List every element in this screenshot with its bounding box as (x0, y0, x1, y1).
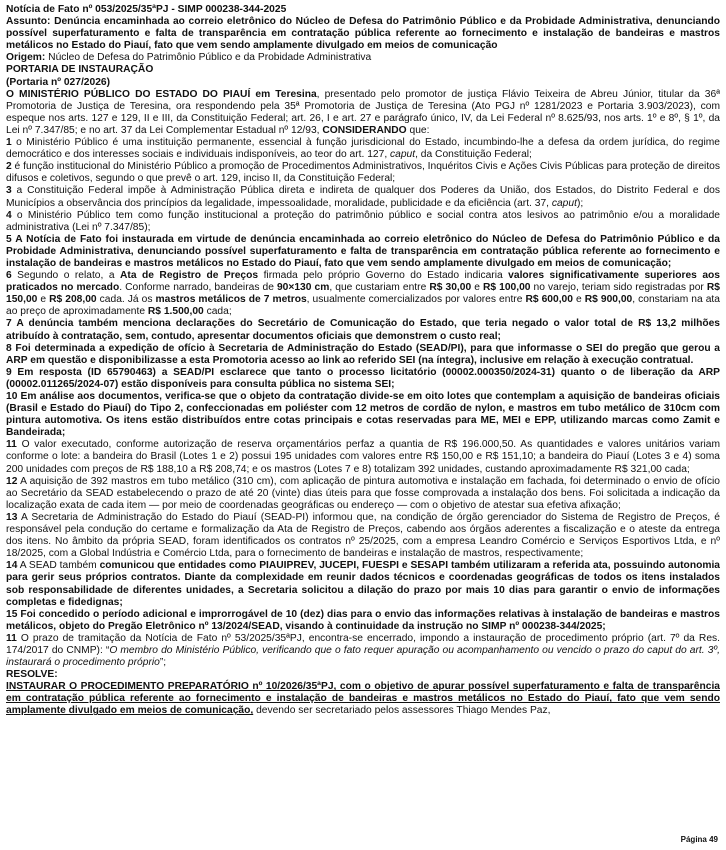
item-1: 1 o Ministério Público é uma instituição permanente, essencial à função jurisdicional do Estado, incumbindo-lhe a defesa da ordem jurídica, do regime democrático e dos interesses sociais e individuais indisponíveis, ao teor do art. 127, caput, da Constituição Federal; (6, 137, 720, 161)
item-15: 15 Foi concedido o período adicional e improrrogável de 10 (dez) dias para o envio das informações relativas à instalação de bandeiras e mastros metálicos, objeto do Pregão Eletrônico nº 13/2024/SEAD, visando à continuidade da instrução no SIMP nº 000238-344/2025; (6, 608, 720, 632)
item-10: 10 Em análise aos documentos, verifica-se que o objeto da contratação divide-se em oito lotes que contemplam a aquisição de bandeiras oficiais (Brasil e Estado do Piauí) do Tipo 2, confeccionadas em poliéster com 12 metros de cordão de nylon, e mastros em tubo metálico de 310cm com pintura automotiva. Os itens estão distribuídos entre cotas principais e cotas reservadas para ME, MEI e EPP, utilizando marcas como Zamit e Bandeirada; (6, 391, 720, 439)
item-8: 8 Foi determinada a expedição de ofício à Secretaria de Administração do Estado (SEAD/PI), para que informasse o SEI do pregão que gerou a ARP em questão e disponibilizasse a esta Promotoria acesso ao link ao referido SEI (na íntegra), inclusive em relação à execução contratual. (6, 342, 720, 366)
intro-paragraph: O MINISTÉRIO PÚBLICO DO ESTADO DO PIAUÍ em Teresina, presentado pelo promotor de justiça Flávio Teixeira de Abreu Júnior, titular da 36ª Promotoria de Justiça de Teresina, ora respondendo pela 35ª Promotoria de Justiça de Teresina (Ato PGJ nº 1281/2023 e Portaria 3.903/2023), com espeque nos arts. 127 e 129, II e III, da Constituição Federal; art. 26, I e art. 27 e parágrafo único, IV, da Lei Federal nº 8.625/93, nos arts. 1º e 8º, § 1º, da Lei nº 7.347/85; e no art. 37 da Lei Complementar Estadual nº 12/93, CONSIDERANDO que: (6, 88, 720, 136)
portaria-number: (Portaria nº 027/2026) (6, 76, 111, 88)
page-number: Página 49 (680, 835, 718, 844)
item-5: 5 A Notícia de Fato foi instaurada em virtude de denúncia encaminhada ao correio eletrônico do Núcleo de Defesa do Patrimônio Público e da Probidade Administrativa, denunciando possível superfaturamento e falta de transparência em contratação pública referente ao fornecimento e instalação de bandeiras e mastros metálicos no Estado do Piauí, fato que vem sendo amplamente divulgado em meios de comunicação; (6, 233, 720, 269)
item-7: 7 A denúncia também menciona declarações do Secretário de Comunicação do Estado, que teria negado o valor total de R$ 13,2 milhões atribuído à contratação, sem, contudo, apresentar documentos oficiais que demonstrem o custo real; (6, 318, 720, 342)
item-6: 6 Segundo o relato, a Ata de Registro de Preços firmada pelo próprio Governo do Estado indicaria valores significativamente superiores aos praticados no mercado. Conforme narrado, bandeiras de 90×130 cm, que custariam entre R$ 30,00 e R$ 100,00 no varejo, teriam sido registradas por R$ 150,00 e R$ 208,00 cada. Já os mastros metálicos de 7 metros, usualmente comercializados por valores entre R$ 600,00 e R$ 900,00, constariam na ata ao preço de aproximadamente R$ 1.500,00 cada; (6, 270, 720, 318)
item-11-second: 11 O prazo de tramitação da Notícia de Fato nº 53/2025/35ªPJ, encontra-se encerrado, impondo a instauração de procedimento próprio (art. 7º da Res. 174/2017 do CNMP): “O membro do Ministério Público, verificando que o fato requer apuração ou acompanhamento ou vencido o prazo do caput do art. 3º, instaurará o procedimento próprio”; (6, 632, 720, 669)
subject-paragraph: Assunto: Denúncia encaminhada ao correio eletrônico do Núcleo de Defesa do Patrimônio Público e da Probidade Administrativa, denunciando possível superfaturamento e falta de transparência em contratação pública referente ao fornecimento e instalação de bandeiras e mastros metálicos no Estado do Piauí, fato que vem sendo amplamente divulgado em meios de comunicação (6, 16, 720, 52)
resolve-paragraph: INSTAURAR O PROCEDIMENTO PREPARATÓRIO nº 10/2026/35ªPJ, com o objetivo de apurar possível superfaturamento e falta de transparência em contratação pública referente ao fornecimento e instalação de bandeiras e mastros metálicos no Estado do Piauí, fato que vem sendo amplamente divulgado em meios de comunicação, devendo ser secretariado pelos assessores Thiago Mendes Paz, (6, 681, 720, 717)
item-11: 11 O valor executado, conforme autorização de reserva orçamentários perfaz a quantia de R$ 196.000,50. As quantidades e valores unitários variam conforme o lote: a bandeira do Brasil (Lotes 1 e 2) possui 195 unidades com valores entre R$ 150,00 e R$ 151,10; a bandeira do Piauí (Lotes 3 e 4) soma 200 unidades com preços de R$ 188,10 a R$ 208,74; e os mastros (Lotes 7 e 8) totalizam 392 unidades, custando aproximadamente R$ 321,00 cada; (6, 439, 720, 475)
item-3: 3 a Constituição Federal impõe à Administração Pública direta e indireta de qualquer dos Poderes da União, dos Estados, do Distrito Federal e dos Municípios a observância dos princípios da legalidade, impessoalidade, moralidade, publicidade e da eficiência (art. 37, caput); (6, 185, 720, 209)
item-2: 2 é função institucional do Ministério Público a promoção de Procedimentos Administrativos, Inquéritos Civis e Ações Civis Públicas para proteção de direitos difusos e coletivos, segundo o que prevê o art. 129, inciso II, da Constituição Federal; (6, 161, 720, 185)
resolve-label: RESOLVE: (6, 669, 58, 681)
portaria-heading: PORTARIA DE INSTAURAÇÃO (6, 64, 154, 76)
document-page (6, 4, 720, 846)
item-4: 4 o Ministério Público tem como função institucional a proteção do patrimônio público e social contra atos lesivos ao patrimônio e/ou a moralidade administrativa (Lei nº 7.347/85); (6, 209, 720, 233)
item-9: 9 Em resposta (ID 65790463) a SEAD/PI esclarece que tanto o processo licitatório (00002.000350/2024-31) quanto o de liberação da ARP (00002.011265/2024-07) estão disponíveis para consulta pública no sistema SEI; (6, 366, 720, 390)
notice-title: Notícia de Fato nº 053/2025/35ªPJ - SIMP 000238-344-2025 (6, 4, 287, 15)
item-13: 13 A Secretaria de Administração do Estado do Piauí (SEAD-PI) informou que, na condição de órgão gerenciador do Sistema de Registro de Preços, é responsável pela condução do certame e formalização da Ata de Registro de Preços, cabendo aos órgãos aderentes a fiscalização e o ateste da entrega dos itens. No âmbito da própria SEAD, foram identificados os contratos nº 25/2025, com a empresa Leandro Comércio e Serviços Esportivos Ltda, e nº 18/2025, com a Global Indústria e Comércio Ltda, para o fornecimento de bandeiras e instalação de mastros, respectivamente; (6, 511, 720, 560)
item-14: 14 A SEAD também comunicou que entidades como PIAUIPREV, JUCEPI, FUESPI e SESAPI também utilizaram a referida ata, possuindo autonomia para gerir seus próprios contratos. Diante da complexidade em reunir dados técnicos e coordenadas geográficas de todos os itens instalados sob responsabilidade de diferentes unidades, a Secretaria solicitou a dilação do prazo por mais 10 dias para garantir o envio de informações completas e fidedignas; (6, 560, 720, 608)
origin-line: Origem: Núcleo de Defesa do Patrimônio Público e da Probidade Administrativa (6, 52, 372, 64)
item-12: 12 A aquisição de 392 mastros em tubo metálico (310 cm), com aplicação de pintura automotiva e instalação em fachada, foi determinado o envio de ofício ao Secretário da SEAD estabelecendo o prazo de até 20 (vinte) dias úteis para que fosse comprovada a instalação dos bens. Foi solicitada a indicação da localização exata de cada item — por meio de coordenadas geográficas ou endereço — com o objetivo de atestar sua efetiva afixação; (6, 475, 720, 511)
